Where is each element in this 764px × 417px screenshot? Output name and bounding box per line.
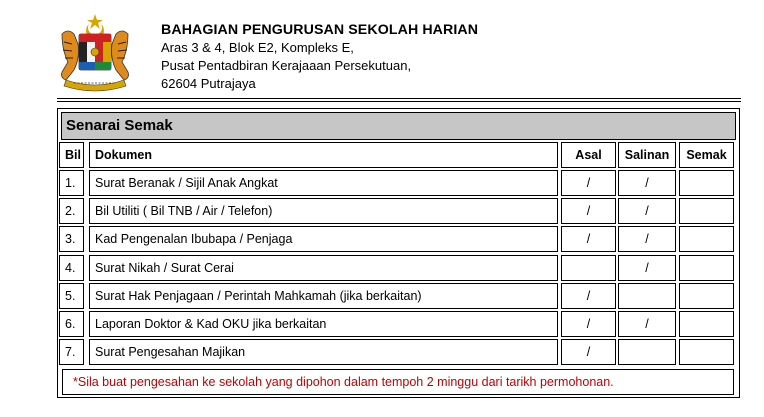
row-2-semak-box <box>679 198 734 224</box>
office-address-block <box>161 21 478 93</box>
row-1-asal-mark: / <box>561 170 616 196</box>
row-2-asal-mark: / <box>561 198 616 224</box>
header-divider-second <box>57 101 741 102</box>
address-line-2: Pusat Pentadbiran Kerajaaan Persekutuan, <box>161 58 412 73</box>
row-6-semak-box <box>679 311 734 337</box>
header-divider <box>57 98 741 99</box>
row-4-document: Surat Nikah / Surat Cerai <box>89 255 558 281</box>
row-3-semak-box <box>679 226 734 252</box>
row-6-document: Laporan Doktor & Kad OKU jika berkaitan <box>89 311 558 337</box>
row-4-salinan-mark: / <box>618 255 676 281</box>
department-title: BAHAGIAN PENGURUSAN SEKOLAH HARIAN <box>161 22 479 38</box>
row-1-number: 1. <box>59 170 84 196</box>
row-1-salinan-mark: / <box>618 170 676 196</box>
row-7-asal-mark: / <box>561 339 616 365</box>
row-3-asal-mark: / <box>561 226 616 252</box>
row-6-salinan-mark: / <box>618 311 676 337</box>
row-3-number: 3. <box>59 226 84 252</box>
column-header-asal: Asal <box>561 142 616 168</box>
verification-note: *Sila buat pengesahan ke sekolah yang dipohon dalam tempoh 2 minggu dari tarikh permohonan. <box>62 369 734 395</box>
row-3-salinan-mark: / <box>618 226 676 252</box>
row-2-salinan-mark: / <box>618 198 676 224</box>
row-4-asal-mark <box>561 255 616 281</box>
row-7-number: 7. <box>59 339 84 365</box>
column-header-salinan: Salinan <box>618 142 676 168</box>
row-7-semak-box <box>679 339 734 365</box>
row-6-asal-mark: / <box>561 311 616 337</box>
row-1-semak-box <box>679 170 734 196</box>
row-5-asal-mark: / <box>561 283 616 309</box>
row-7-salinan-mark <box>618 339 676 365</box>
row-5-number: 5. <box>59 283 84 309</box>
row-4-number: 4. <box>59 255 84 281</box>
row-5-semak-box <box>679 283 734 309</box>
column-header-dokumen: Dokumen <box>89 142 558 168</box>
checklist-title: Senarai Semak <box>61 112 736 140</box>
row-2-number: 2. <box>59 198 84 224</box>
row-4-semak-box <box>679 255 734 281</box>
address-line-1: Aras 3 & 4, Blok E2, Kompleks E, <box>161 40 354 55</box>
address-line-3: 62604 Putrajaya <box>161 76 256 91</box>
row-6-number: 6. <box>59 311 84 337</box>
column-header-semak: Semak <box>679 142 734 168</box>
column-header-bil: Bil <box>59 142 84 168</box>
row-5-salinan-mark <box>618 283 676 309</box>
malaysia-coat-of-arms-icon <box>56 12 134 92</box>
row-1-document: Surat Beranak / Sijil Anak Angkat <box>89 170 558 196</box>
row-5-document: Surat Hak Penjagaan / Perintah Mahkamah (jika berkaitan) <box>89 283 558 309</box>
row-2-document: Bil Utiliti ( Bil TNB / Air / Telefon) <box>89 198 558 224</box>
row-7-document: Surat Pengesahan Majikan <box>89 339 558 365</box>
row-3-document: Kad Pengenalan Ibubapa / Penjaga <box>89 226 558 252</box>
